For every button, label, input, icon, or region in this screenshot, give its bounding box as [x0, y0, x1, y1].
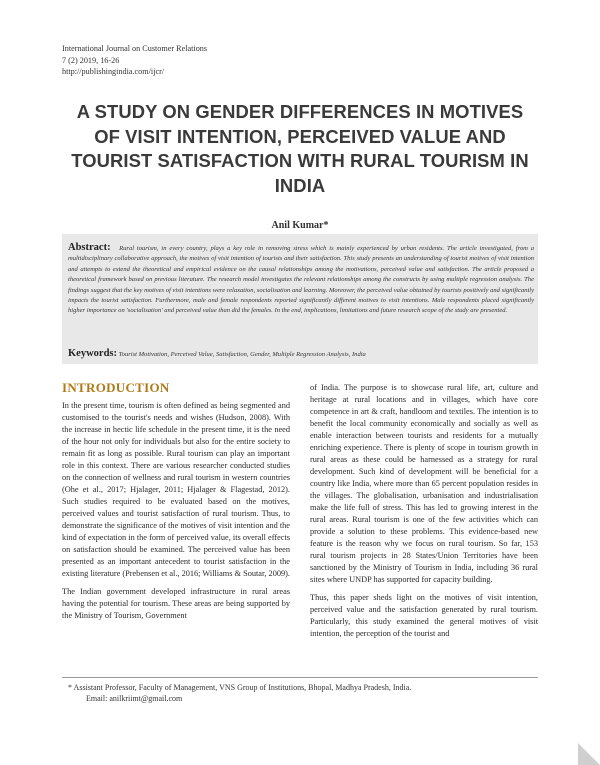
body-paragraph: In the present time, tourism is often defined as being segmented and customised to the tourist's needs and wishes (Hudson, 2008). With the increase in hectic life schedule in the present time, it is the need of the hour not only for individuals but also for the entire society to remain fit as long as possible. Rural tourism can play an important role in this context. There are various researcher conducted studies on the connection of wellness and rural tourism in western countries (Ohe et al., 2017; Hjalager, 2011; Hjalager & Flagestad, 2012). Such studies required to be evaluated based on the motives, perceived values and tourist satisfaction of rural tourism. Thus, to demonstrate the significance of the motives of visit intention and the kind of expectation in the form of perceived value, its overall effects on satisfaction should be examined. The perceived value has been presented as an important antecedent to tourist satisfaction in the existing literature (Prebensen et al., 2016; Williams & Soutar, 2009).: [62, 401, 290, 578]
journal-name: International Journal on Customer Relations: [62, 44, 208, 53]
body-paragraph: Thus, this paper sheds light on the motives of visit intention, perceived value and the satisfaction generated by rural tourism. Particularly, this study examined the general motives of visit intention, the perception of the tourist and: [310, 593, 538, 638]
keywords-text: Tourist Motivation, Perceived Value, Satisfaction, Gender, Multiple Regression Analysis, India: [118, 351, 366, 358]
journal-header: [62, 43, 207, 78]
page-curl: [578, 743, 600, 765]
abstract-label: Abstract:: [68, 242, 111, 253]
footnote-divider: [62, 677, 538, 678]
journal-url[interactable]: http://publishingindia.com/ijcr/: [62, 67, 165, 76]
section-heading-introduction: INTRODUCTION: [62, 380, 170, 395]
right-column: [310, 382, 538, 646]
author-name: Anil Kumar*: [271, 220, 329, 231]
abstract-text: Rural tourism, in every country, plays a key role in removing stress which is mainly experienced by urban residents. The article investigated, from a multidisciplinary collaborative approach, the motives of visit intention of tourists and their satisfaction. This study presents an understanding of tourist motives of visit intention and attempts to extend the theoretical and empirical evidence on the causal relationships among the motivations, perceived value and satisfaction. The article proposed a theoretical framework based on previous literature. The research model investigates the relevant relationships among the constructs by using multiple regression analysis. The findings suggest that the key motives of visit intentions were relaxation, socialisation and learning. Moreover, the perceived value obtained by tourists positively and significantly impacts the tourist satisfaction. Furthermore, male and female respondents reported significantly different motives to visit intentions. Male respondents placed significantly higher importance on 'socialisation' and perceived value than did the females. In the end, implications, limitations and future research scope of the study are presented.: [68, 245, 534, 315]
body-paragraph: The Indian government developed infrastructure in rural areas having the potential for tourism. These areas are being supported by the Ministry of Tourism, Government: [62, 587, 290, 620]
abstract: [68, 243, 534, 317]
body-paragraph: of India. The purpose is to showcase rural life, art, culture and heritage at rural locations and in villages, which have core competence in art & craft, handloom and textiles. The intention is to benefit the local community economically and socially as well as enable interaction between tourists and residents for a mutually enriching experience. There is plenty of scope in tourism growth in rural areas as these could be harnessed as a strategy for rural development. Such kind of development will be beneficial for a country like India, where more than 65 percent population resides in the villages. The globalisation, urbanisation and industrialisation make the life full of stress. This has led to growing interest in the rural areas. Rural tourism is one of the few activities which can provide a solution to these problems. This evidence-based new feature is the reason why we focus on rural tourism. So far, 153 rural tourism projects in 28 States/Union Territories have been sanctioned by the Ministry of Tourism in India, including 36 rural sites where UNDP has supported for capacity building.: [310, 383, 538, 584]
paper-title: A STUDY ON GENDER DIFFERENCES IN MOTIVES OF VISIT INTENTION, PERCEIVED VALUE AND TOURIST SATISFACTION WITH RURAL TOURISM IN INDIA: [71, 101, 529, 196]
footnote: [68, 682, 538, 704]
footnote-affiliation: * Assistant Professor, Faculty of Management, VNS Group of Institutions, Bhopal, Madhya Pradesh, India.: [68, 683, 412, 692]
keywords: [68, 348, 534, 359]
left-column: [62, 378, 290, 628]
keywords-label: Keywords:: [68, 348, 117, 359]
footnote-email[interactable]: Email: anilkriimt@gmail.com: [86, 694, 183, 703]
journal-issue: 7 (2) 2019, 16-26: [62, 55, 120, 65]
